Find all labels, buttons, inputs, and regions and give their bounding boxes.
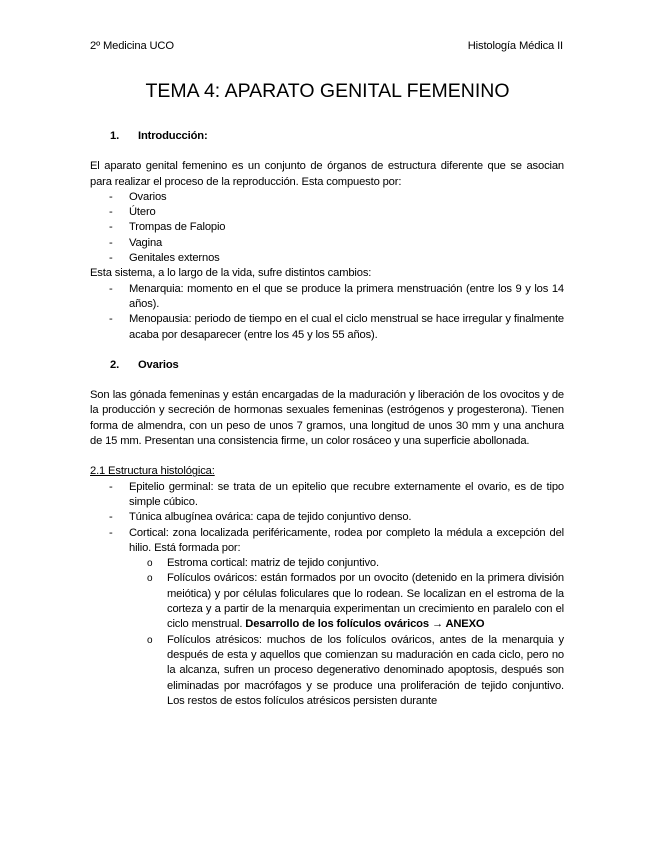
list-item: - Menopausia: periodo de tiempo en el cual el ciclo menstrual se hace irregular y finalmente acaba por desaparecer (entre los 45 y los 55 años). bbox=[90, 312, 564, 343]
cortical-sublist bbox=[90, 556, 564, 709]
list-item bbox=[90, 526, 564, 557]
foliculos-text: Folículos ováricos: están formados por un ovocito (detenido en la primera división meiótica) y por células foliculares que lo rodean. Se localizan en el estroma de la corteza y a partir de la menarquia experimentan un crecimiento en paralelo con el ciclo menstrual. bbox=[167, 572, 564, 631]
page-title: TEMA 4: APARATO GENITAL FEMENINO bbox=[145, 80, 510, 102]
cortical-text: Cortical: zona localizada periféricamente, rodea por completo la médula a excepción del hilio. Está formada por: bbox=[129, 526, 564, 554]
intro-paragraph: El aparato genital femenino es un conjunto de órganos de estructura diferente que se asocian para realizar el proceso de la reproducción. Esta compuesto por: bbox=[90, 160, 564, 188]
document-body bbox=[90, 129, 564, 709]
list-item: - Menarquia: momento en el que se produce la primera menstruación (entre los 9 y los 14 años). bbox=[90, 282, 564, 313]
subsection-heading: 2.1 Estructura histológica: bbox=[90, 465, 215, 478]
list-item: - Trompas de Falopio bbox=[90, 220, 564, 235]
header-right: Histología Médica II bbox=[467, 40, 563, 52]
ovarios-paragraph: Son las gónada femeninas y están encargadas de la maduración y liberación de los ovocitos y de la producción y secreción de hormonas sexuales femeninas (estrógenos y progesterona). Tienen forma de almendra, con un peso de unos 7 gramos, una longitud de unos 30 mm y una anchura de 15 mm. Presentan una consistencia firme, un color rosáceo y una superficie abollonada. bbox=[90, 389, 564, 448]
anexo-reference: Desarrollo de los folículos ováricos → ANEXO bbox=[245, 618, 485, 631]
structure-list bbox=[90, 480, 564, 556]
section-2-number: 2. bbox=[110, 358, 120, 371]
list-item: o Estroma cortical: matriz de tejido conjuntivo. bbox=[90, 556, 564, 571]
changes-intro: Esta sistema, a lo largo de la vida, sufre distintos cambios: bbox=[90, 267, 372, 280]
section-1-number: 1. bbox=[110, 130, 120, 142]
section-2-heading bbox=[90, 358, 564, 373]
list-item: - Genitales externos bbox=[90, 251, 564, 266]
list-item bbox=[90, 571, 564, 632]
list-item: - Epitelio germinal: se trata de un epitelio que recubre externamente el ovario, es de tipo simple cúbico. bbox=[90, 480, 564, 511]
list-item: - Útero bbox=[90, 205, 564, 220]
section-2-title: Ovarios bbox=[138, 358, 179, 371]
section-1-title: Introducción: bbox=[138, 130, 208, 142]
header-left: 2º Medicina UCO bbox=[90, 40, 174, 52]
section-1-heading bbox=[90, 129, 564, 144]
list-item: - Vagina bbox=[90, 236, 564, 251]
list-item: - Túnica albugínea ovárica: capa de tejido conjuntivo denso. bbox=[90, 510, 564, 525]
organs-list bbox=[90, 190, 564, 266]
list-item: - Ovarios bbox=[90, 190, 564, 205]
changes-list bbox=[90, 282, 564, 343]
list-item: o Folículos atrésicos: muchos de los folículos ováricos, antes de la menarquia y después de esta y aquellos que comienzan su maduración en cada ciclo, pero no la alcanza, sufren un proceso degenerativo denominado apoptosis, después son eliminadas por macrófagos y se produce una proliferación de tejido conjuntivo. Los restos de estos folículos atrésicos persisten durante bbox=[90, 633, 564, 709]
